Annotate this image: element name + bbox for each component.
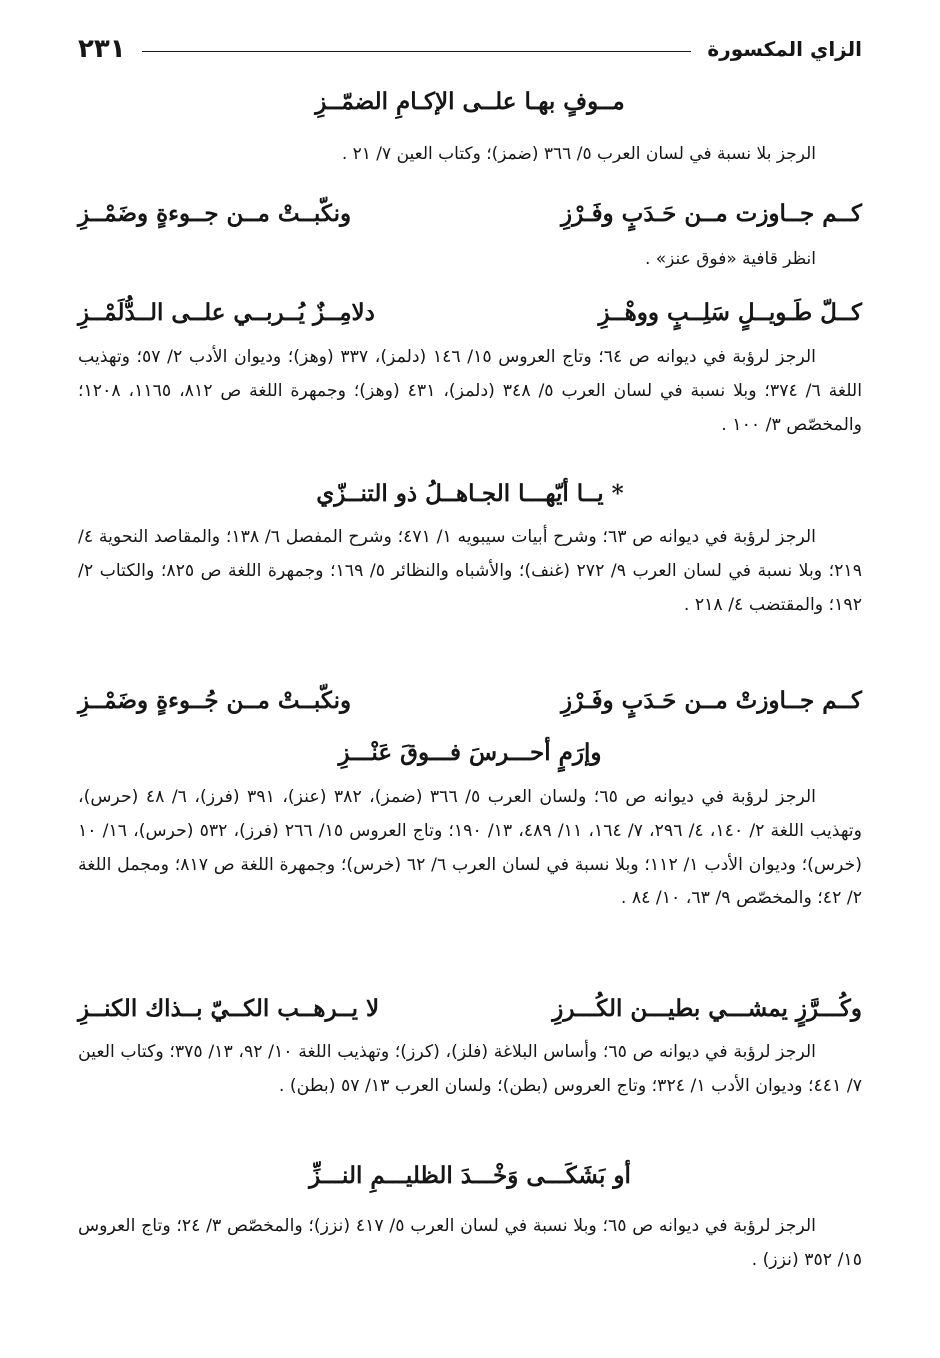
verse-line: أو بَشَكَـــى وَخْـــدَ الظليـــمِ النـــزِّ [309,1162,631,1189]
verse-second-hemistich: ونكّبــتْ مــن جــوءةٍ وضَمْــزِ [78,200,352,227]
verse-second-hemistich: لا يــرهــب الكــيّ بــذاك الكنــزِ [78,995,380,1022]
citation-paragraph: الرجز لرؤبة في ديوانه ص ٦٥؛ وبلا نسبة في لسان العرب ٥/ ٤١٧ (نزز)؛ والمخصّص ٣/ ٢٤؛ وتاج العروس ١٥/ ٣٥٢ (نزز) . [78,1216,862,1270]
page-number: ٢٣١ [78,34,126,64]
verse-couplet [78,681,862,721]
header-rule [142,51,692,52]
cross-reference-note: انظر قافية «فوق عنز» . [644,249,816,269]
citation-paragraph: الرجز لرؤبة في ديوانه ص ٦٥؛ وأساس البلاغة (فلز)، (كرز)؛ وتهذيب اللغة ١٠/ ٩٢، ١٣/ ٣٧٥؛ وكتاب العين ٧/ ٤٤١؛ وديوان الأدب ١/ ٣٢٤؛ وتاج العروس (بطن)؛ ولسان العرب ١٣/ ٥٧ (بطن) . [78,1042,862,1096]
citation-text: الرجز بلا نسبة في لسان العرب ٥/ ٣٦٦ (ضمز)؛ وكتاب العين ٧/ ٢١ . [341,144,816,164]
verse-couplet [78,293,862,333]
verse-couplet [78,194,862,234]
verse-line: * يــا أيّهـــا الجـاهــلُ ذو التنــزّي [316,480,624,507]
running-header [78,28,862,70]
citation-paragraph: الرجز لرؤبة في ديوانه ص ٦٣؛ وشرح أبيات سيبويه ١/ ٤٧١؛ وشرح المفصل ٦/ ١٣٨؛ والمقاصد النحوية ٤/ ٢١٩؛ وبلا نسبة في لسان العرب ٩/ ٢٧٢ (غنف)؛ والأشباه والنظائر ٥/ ١٦٩؛ وجمهرة اللغة ص ٨٢٥؛ والكتاب ٢/ ١٩٢؛ والمقتضب ٤/ ٢١٨ . [78,527,862,615]
verse-line: وإرَمٍ أحـــرسَ فـــوقَ عَنْـــزِ [338,739,602,766]
verse-first-hemistich: كــم جــاوزت مــن حَـدَبٍ وفَـرْزِ [561,200,862,227]
chapter-title: الزاي المكسورة [707,37,862,61]
citation-paragraph: الرجز لرؤبة في ديوانه ص ٦٥؛ ولسان العرب ٥/ ٣٦٦ (ضمز)، ٣٨٢ (عنز)، ٣٩١ (فرز)، ٦/ ٤٨ (حرس)، وتهذيب اللغة ٢/ ١٤٠، ٤/ ٢٩٦، ٧/ ١٦٤، ١١/ ٤٨٩، ١٣/ ١٩٠؛ وتاج العروس ١٥/ ٢٦٦ (فرز)، ٥٣٢ (حرس)، ١٦/ ١٠ (خرس)؛ وديوان الأدب ١/ ١١٢؛ وبلا نسبة في لسان العرب ٦/ ٦٢ (خرس)؛ وجمهرة اللغة ص ٨١٧؛ ومجمل اللغة ٢/ ٤٢؛ والمخصّص ٩/ ٦٣، ١٠/ ٨٤ . [78,787,862,909]
verse-second-hemistich: ونكّبــتْ مــن جُــوءةٍ وضَمْــزِ [78,687,352,714]
verse-line: مــوفٍ بهـا علــى الإكـامِ الضمّــزِ [315,88,625,115]
verse-first-hemistich: كــم جــاوزتْ مــن حَـدَبٍ وفَـرْزِ [561,687,862,714]
verse-second-hemistich: دلامِــزٌ يُــربــي علــى الــدُّلَمْــزِ [78,299,375,326]
verse-first-hemistich: وكُـــرَّزٍ يمشـــي بطيـــن الكُـــرزِ [552,995,862,1022]
verse-couplet [78,989,862,1029]
verse-first-hemistich: كــلّ طَـويــلٍ سَلِــبٍ ووهْــزِ [598,299,862,326]
citation-paragraph: الرجز لرؤبة في ديوانه ص ٦٤؛ وتاج العروس ١٥/ ١٤٦ (دلمز)، ٣٣٧ (وهز)؛ وديوان الأدب ٢/ ٥٧؛ وتهذيب اللغة ٦/ ٣٧٤؛ وبلا نسبة في لسان العرب ٥/ ٣٤٨ (دلمز)، ٤٣١ (وهز)؛ وجمهرة اللغة ص ٨١٢، ١١٦٥، ١٢٠٨؛ والمخصّص ٣/ ١٠٠ . [78,347,862,435]
